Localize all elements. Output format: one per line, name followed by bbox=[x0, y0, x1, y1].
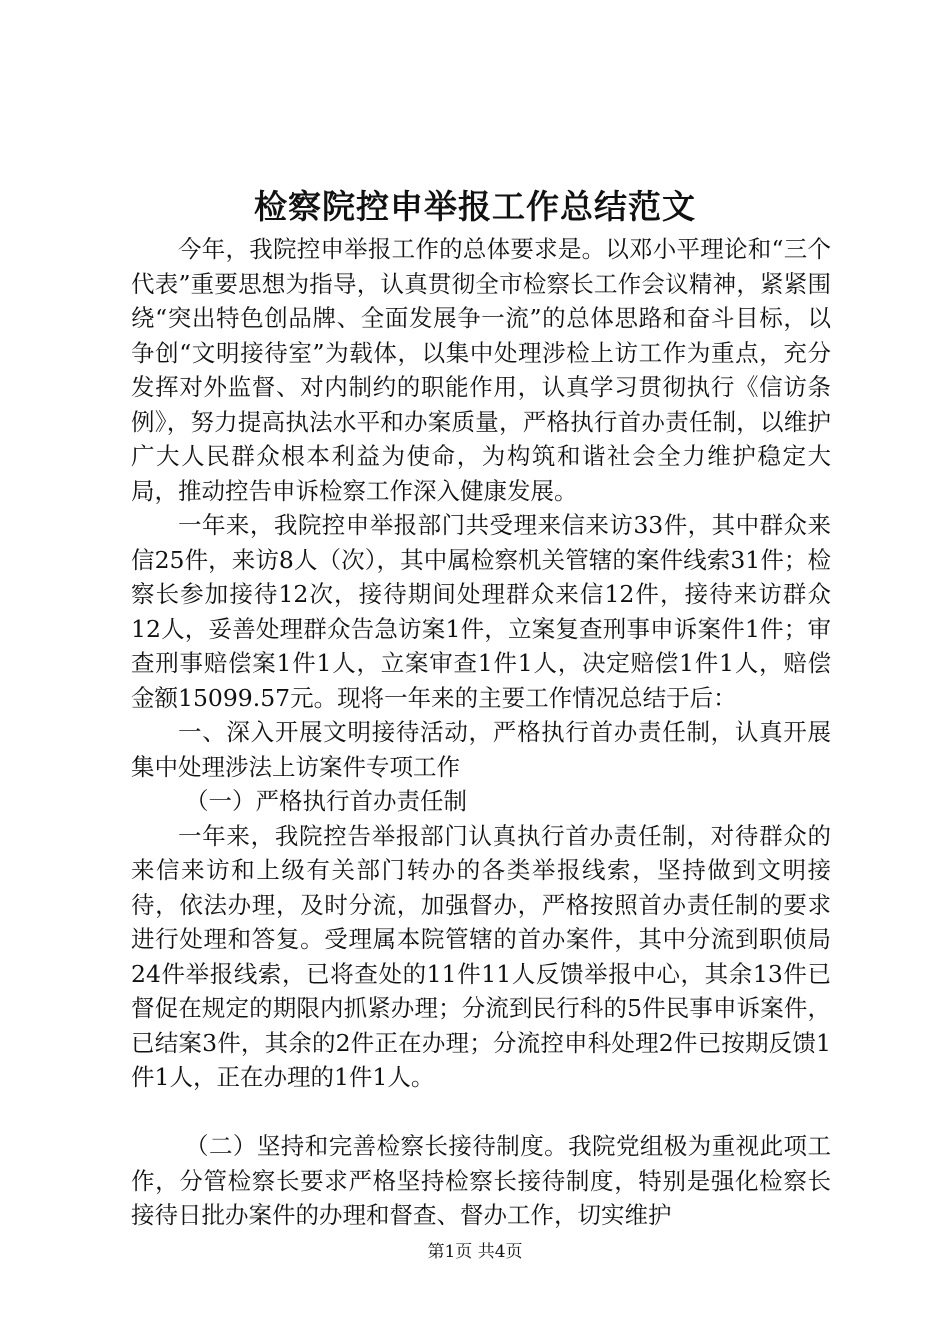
paragraph-first-responsibility: 一年来，我院控告举报部门认真执行首办责任制，对待群众的来信来访和上级有关部门转办的各类举报线索，坚持做到文明接待，依法办理，及时分流，加强督办，严格按照首办责任制的要求进行处理和答复。受理属本院管辖的首办案件，其中分流到职侦局24件举报线索，已将查处的11件11人反馈举报中心，其余13件已督促在规定的期限内抓紧办理；分流到民行科的5件民事申诉案件，已结案3件，其余的2件正在办理；分流控申科处理2件已按期反馈1件1人，正在办理的1件1人。 bbox=[131, 821, 831, 1091]
paragraph-reception-system: （二）坚持和完善检察长接待制度。我院党组极为重视此项工作，分管检察长要求严格坚持检察长接待制度，特别是强化检察长接待日批办案件的办理和督查、督办工作，切实维护 bbox=[131, 1132, 831, 1229]
document-title: 检察院控申举报工作总结范文 bbox=[254, 187, 696, 226]
subsection-heading-1: （一）严格执行首办责任制 bbox=[185, 787, 468, 815]
document-body bbox=[131, 232, 831, 1233]
page-number: 第1页 共4页 bbox=[427, 1242, 523, 1262]
section-heading-1: 一、深入开展文明接待活动，严格执行首办责任制，认真开展集中处理涉法上访案件专项工作 bbox=[131, 718, 831, 781]
paragraph-intro: 今年，我院控申举报工作的总体要求是。以邓小平理论和“三个代表”重要思想为指导，认真贯彻全市检察长工作会议精神，紧紧围绕“突出特色创品牌、全面发展争一流”的总体思路和奋斗目标，以争创“文明接待室”为载体，以集中处理涉检上访工作为重点，充分发挥对外监督、对内制约的职能作用，认真学习贯彻执行《信访条例》，努力提高执法水平和办案质量，严格执行首办责任制，以维护广大人民群众根本利益为使命，为构筑和谐社会全力维护稳定大局，推动控告申诉检察工作深入健康发展。 bbox=[131, 235, 831, 505]
paragraph-summary-stats: 一年来，我院控申举报部门共受理来信来访33件，其中群众来信25件，来访8人（次），其中属检察机关管辖的案件线索31件；检察长参加接待12次，接待期间处理群众来信12件，接待来访群众12人，妥善处理群众告急访案1件，立案复查刑事申诉案件1件；审查刑事赔偿案1件1人，立案审查1件1人，决定赔偿1件1人，赔偿金额15099.57元。现将一年来的主要工作情况总结于后： bbox=[131, 511, 831, 712]
